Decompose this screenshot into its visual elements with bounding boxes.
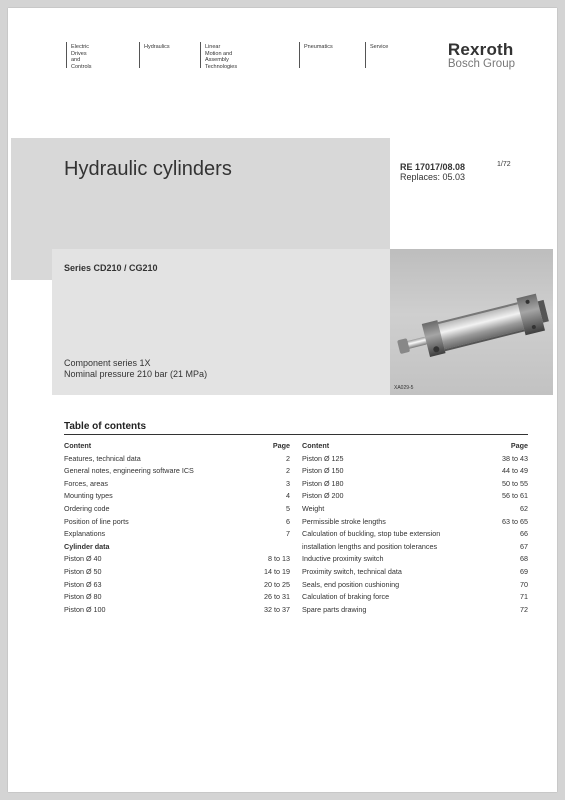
component-info — [64, 358, 207, 379]
nav-service[interactable]: Service — [365, 42, 388, 68]
toc-content-header: Content — [64, 441, 92, 450]
toc-row[interactable]: Piston Ø 50 14 to 19 — [64, 566, 290, 576]
nav-electric-drives[interactable]: Electric Drives and Controls — [66, 42, 91, 68]
toc-row[interactable]: Seals, end position cushioning 70 — [302, 579, 528, 589]
toc-header-row — [302, 440, 528, 453]
toc-column-left — [64, 440, 290, 616]
toc-row[interactable]: Piston Ø 180 50 to 55 — [302, 478, 528, 488]
toc-row[interactable]: Features, technical data 2 — [64, 453, 290, 463]
toc-row[interactable]: Forces, areas 3 — [64, 478, 290, 488]
toc-content-header: Content — [302, 441, 330, 450]
hydraulic-cylinder-icon — [390, 249, 553, 395]
toc-row[interactable]: Calculation of braking force 71 — [302, 592, 528, 602]
toc-row[interactable]: Calculation of buckling, stop tube extension 66 — [302, 529, 528, 539]
toc-row[interactable]: Proximity switch, technical data 69 — [302, 566, 528, 576]
toc-row[interactable]: Piston Ø 200 56 to 61 — [302, 491, 528, 501]
nominal-pressure: Nominal pressure 210 bar (21 MPa) — [64, 368, 208, 379]
toc-row[interactable]: Piston Ø 40 8 to 13 — [64, 554, 290, 564]
toc-page-header: Page — [272, 441, 290, 450]
brand-sub: Bosch Group — [447, 58, 515, 70]
toc-header-row — [64, 440, 290, 453]
toc-row[interactable]: Piston Ø 80 26 to 31 — [64, 592, 290, 602]
toc-row[interactable]: Piston Ø 100 32 to 37 — [64, 604, 290, 614]
document-title: Hydraulic cylinders — [64, 158, 232, 180]
toc-divider — [64, 434, 528, 435]
replaces-note: Replaces: 05.03 — [400, 172, 466, 182]
toc-column-right — [302, 440, 528, 616]
toc-row[interactable]: Mounting types 4 — [64, 491, 290, 501]
toc-row[interactable]: Piston Ø 125 38 to 43 — [302, 453, 528, 463]
document-number — [400, 162, 465, 182]
toc-row[interactable]: Inductive proximity switch 68 — [302, 554, 528, 564]
toc-row[interactable]: Piston Ø 63 20 to 25 — [64, 579, 290, 589]
toc-row[interactable]: Piston Ø 150 44 to 49 — [302, 466, 528, 476]
series-label: Series CD210 / CG210 — [64, 263, 158, 273]
brand-name: Rexroth — [447, 40, 514, 59]
document-page — [8, 8, 557, 792]
nav-hydraulics[interactable]: Hydraulics — [139, 42, 170, 68]
toc-page-header: Page — [510, 441, 528, 450]
toc-row[interactable]: Explanations 7 — [64, 529, 290, 539]
nav-pneumatics[interactable]: Pneumatics — [299, 42, 333, 68]
nav-linear-motion[interactable]: Linear Motion and Assembly Technologies — [200, 42, 237, 68]
toc-row[interactable]: Weight 62 — [302, 503, 528, 513]
toc-row[interactable]: Ordering code 5 — [64, 503, 290, 513]
photo-code: XA029-5 — [394, 385, 414, 391]
component-series: Component series 1X — [64, 358, 151, 368]
toc-row[interactable]: Position of line ports 6 — [64, 516, 290, 526]
toc-row[interactable]: General notes, engineering software ICS 2 — [64, 466, 290, 476]
page-number: 1/72 — [497, 161, 511, 168]
toc-title: Table of contents — [64, 421, 147, 432]
cylinder-photo — [390, 249, 553, 395]
doc-number: RE 17017/08.08 — [400, 162, 466, 172]
toc-subheading: Cylinder data — [64, 541, 110, 551]
toc-row[interactable]: Permissible stroke lengths 63 to 65 — [302, 516, 528, 526]
toc-row[interactable]: Spare parts drawing 72 — [302, 604, 528, 614]
brand-logo — [448, 41, 515, 70]
toc-row[interactable]: installation lengths and position tolerances 67 — [302, 541, 528, 551]
